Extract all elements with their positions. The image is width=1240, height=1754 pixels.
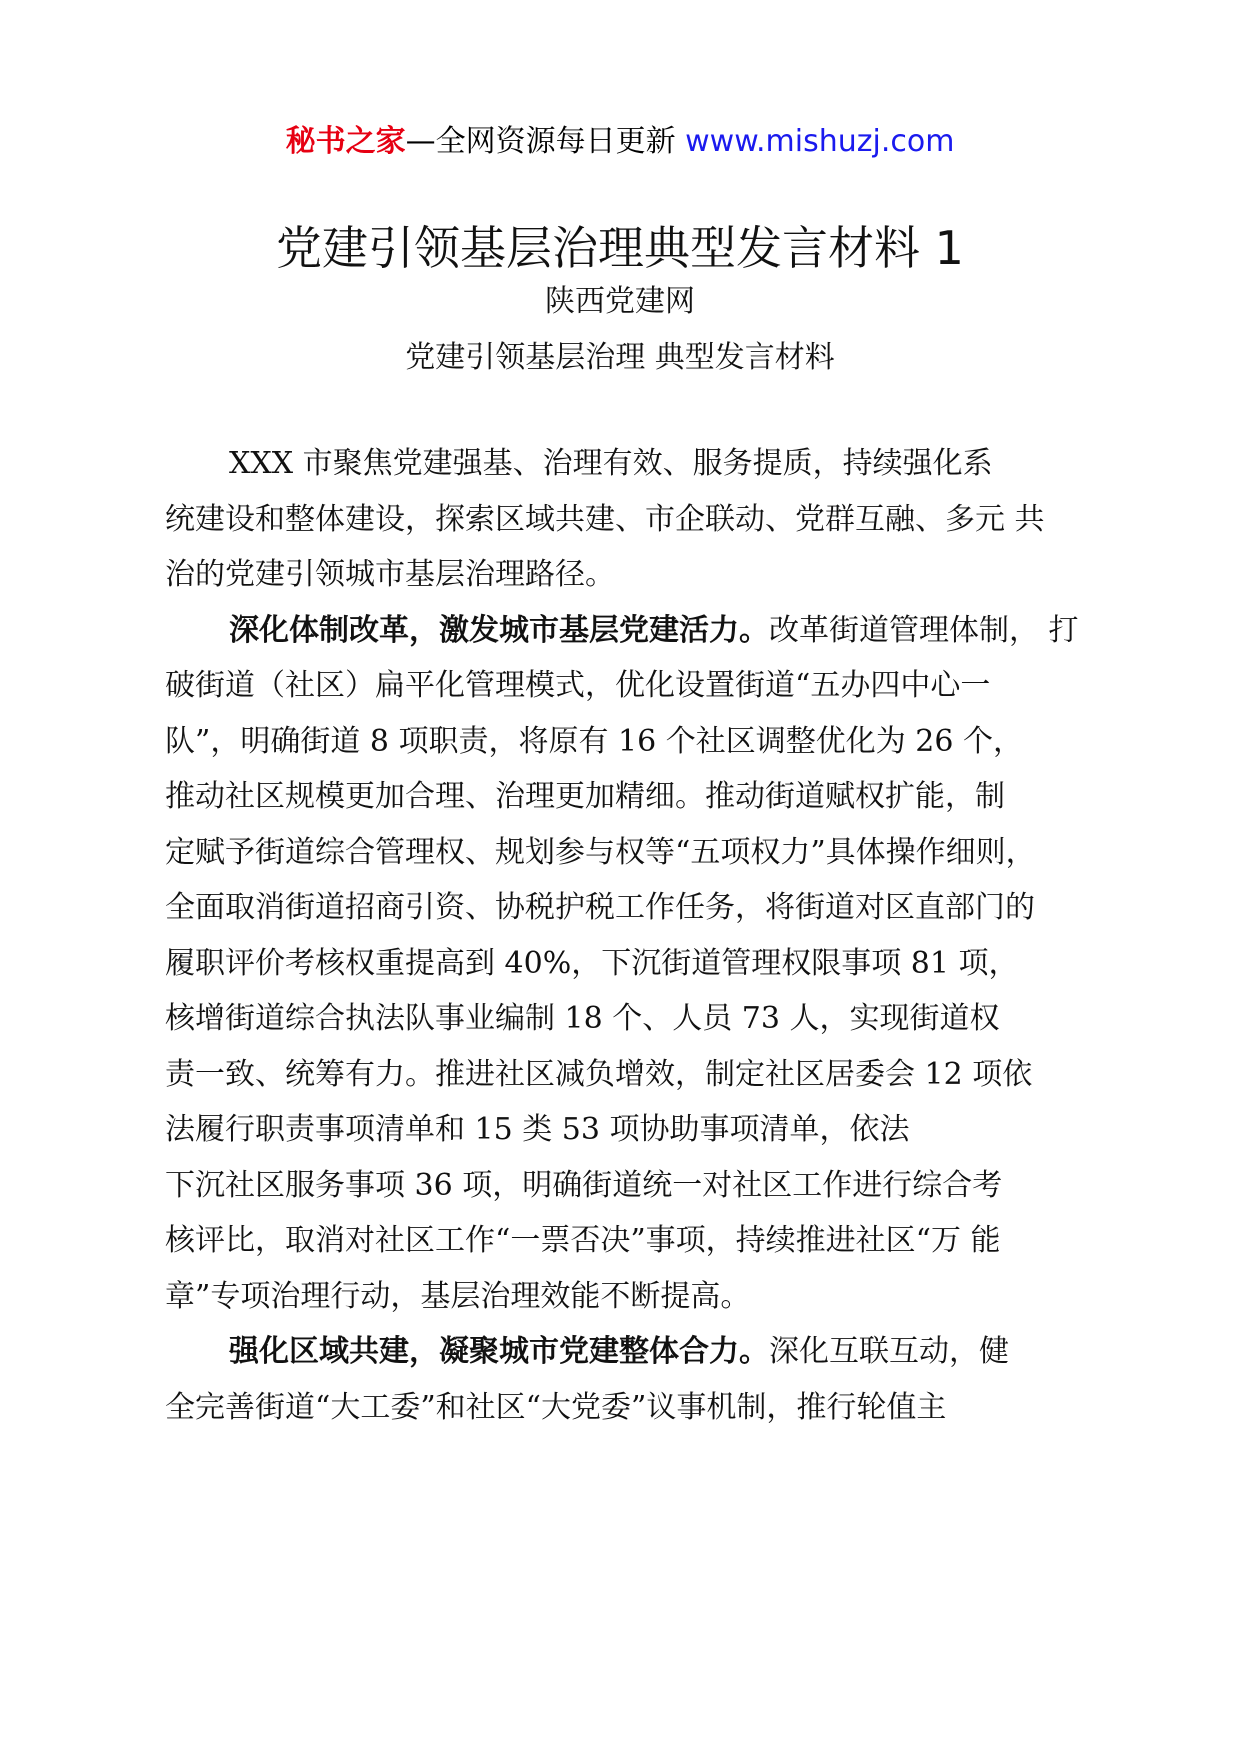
paragraph-2-line: 章”专项治理行动，基层治理效能不断提高。 (165, 1278, 751, 1314)
paragraph-3-first-line-text: 深化互联互动，健 (769, 1334, 1009, 1369)
paragraph-2-line: 核评比，取消对社区工作“一票否决”事项，持续推进社区“万 能 (165, 1223, 1001, 1258)
site-brand: 秘书之家 (285, 124, 406, 159)
paragraph-2-line: 法履行职责事项清单和 15 类 53 项协助事项清单，依法 (165, 1112, 910, 1147)
paragraph-2-first-line-text: 改革街道管理体制， 打 (769, 612, 1079, 648)
paragraph-2-line: 下沉社区服务事项 36 项，明确街道统一对社区工作进行综合考 (165, 1167, 1003, 1203)
paragraph-2-line: 核增街道综合执法队事业编制 18 个、人员 73 人，实现街道权 (165, 1001, 1000, 1036)
paragraph-3-first-line (165, 1324, 1095, 1380)
site-url-link[interactable]: www.mishuzj.com (685, 124, 955, 159)
site-tagline: —全网资源每日更新 (405, 124, 676, 159)
site-header (0, 122, 1240, 162)
document-body (165, 436, 1095, 1435)
paragraph-3-line: 全完善街道“大工委”和社区“大党委”议事机制，推行轮值主 (165, 1389, 947, 1425)
paragraph-1-line: 治的党建引领城市基层治理路径。 (165, 557, 615, 592)
paragraph-2-first-line (165, 603, 1095, 659)
paragraph-2-line: 全面取消街道招商引资、协税护税工作任务，将街道对区直部门的 (165, 890, 1035, 925)
paragraph-2-line: 责一致、统筹有力。推进社区减负增效，制定社区居委会 12 项依 (165, 1056, 1033, 1092)
paragraph-2-line: 队”，明确街道 8 项职责，将原有 16 个社区调整优化为 26 个， (165, 723, 1023, 759)
document-title: 党建引领基层治理典型发言材料 1 (276, 221, 964, 275)
paragraph-3-heading: 强化区域共建，凝聚城市党建整体合力。 (229, 1334, 769, 1369)
paragraph-1-line: 统建设和整体建设，探索区域共建、市企联动、党群互融、多元 共 (165, 501, 1045, 537)
document-keywords: 党建引领基层治理 典型发言材料 (405, 340, 835, 375)
paragraph-2-line: 定赋予街道综合管理权、规划参与权等“五项权力”具体操作细则， (165, 834, 1036, 870)
paragraph-2-heading: 深化体制改革，激发城市基层党建活力。 (229, 612, 769, 648)
paragraph-2-line: 破街道（社区）扁平化管理模式，优化设置街道“五办四中心一 (165, 668, 991, 703)
paragraph-1-line: XXX 市聚焦党建强基、治理有效、服务提质，持续强化系 (229, 446, 993, 481)
document-source: 陕西党建网 (545, 284, 695, 319)
paragraph-2-line: 推动社区规模更加合理、治理更加精细。推动街道赋权扩能，制 (165, 779, 1005, 814)
paragraph-2-line: 履职评价考核权重提高到 40%，下沉街道管理权限事项 81 项， (165, 945, 1019, 981)
